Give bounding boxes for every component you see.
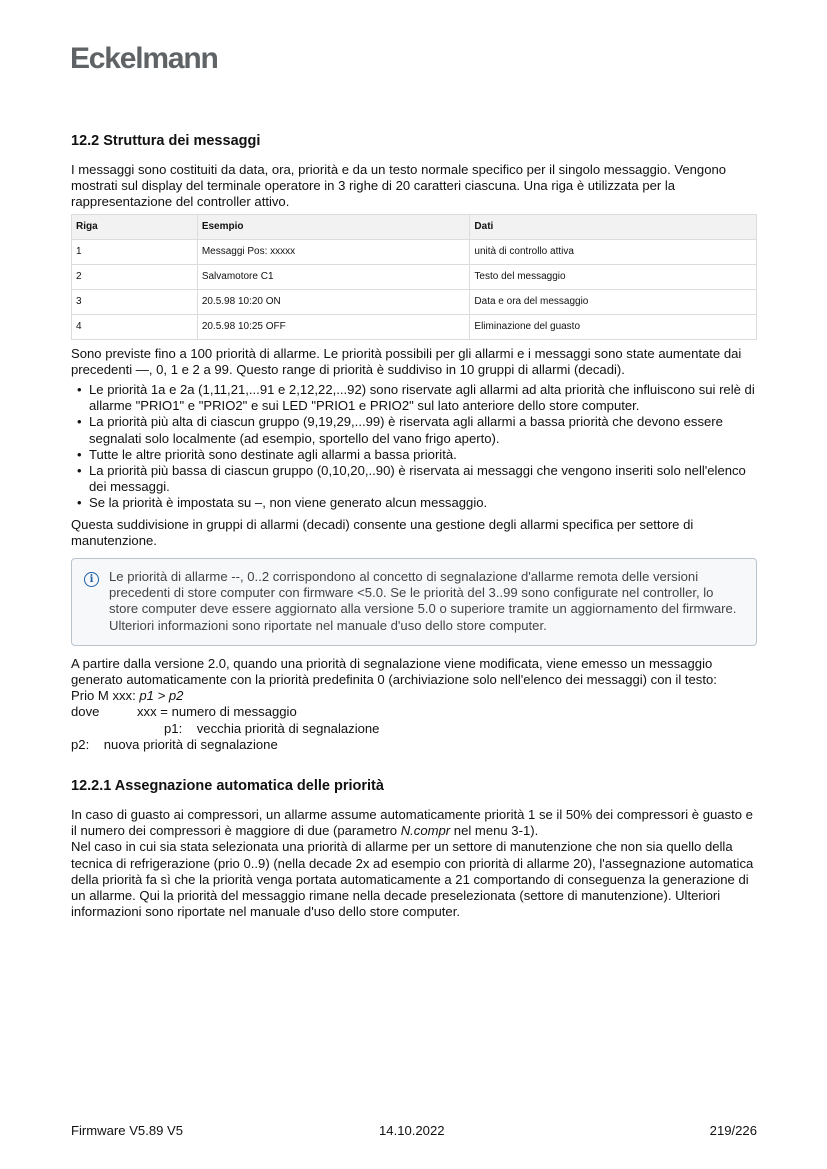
table-row (72, 314, 757, 339)
table-cell: Salvamotore C1 (197, 264, 470, 289)
priorities-paragraph: Sono previste fino a 100 priorità di allarme. Le priorità possibili per gli allarmi e i messaggi sono state aumentate dai precedenti —, 0, 1 e 2 a 99. Questo range di priorità è suddiviso in 10 gruppi di allarmi (decadi). (71, 345, 742, 377)
table-header-cell: Esempio (197, 214, 470, 239)
prio-format-italic: p1 > p2 (139, 688, 184, 704)
info-note-box (71, 558, 757, 646)
table-cell: 20.5.98 10:20 ON (197, 289, 470, 314)
table-cell: Messaggi Pos: xxxxx (197, 239, 470, 264)
table-cell: unità di controllo attiva (470, 239, 757, 264)
version-paragraph: A partire dalla versione 2.0, quando una priorità di segnalazione viene modificata, viene emesso un messaggio generato automaticamente con la priorità predefinita 0 (archiviazione solo nell'elenco dei messaggi) con il testo: (71, 655, 717, 688)
table-cell: 1 (72, 239, 198, 264)
table-cell: 2 (72, 264, 198, 289)
maintenance-paragraph: Nel caso in cui sia stata selezionata una priorità di allarme per un settore di manutenzione che non sia quello della tecnica di refrigerazione (prio 0..9) (nella decade 2x ad esempio con priorità di allarme 20), l'assegnazione automatica della priorità fa sì che la priorità venga portata automaticamente a 21 comportando di conseguenza la generazione di un allarme. Qui la priorità del messaggio rimane nella decade preselezionata (settore di manutenzione). Ulteriori informazioni sono riportate nel manuale d'uso dello store computer. (71, 839, 754, 920)
priority-bullet-list (71, 382, 757, 512)
compressor-paragraph (71, 807, 757, 839)
dove-line (71, 704, 757, 720)
table-cell: Testo del messaggio (470, 264, 757, 289)
compressor-text-a: In caso di guasto ai compressori, un allarme assume automaticamente priorità 1 se il 50% dei compressori è guasto e il numero dei compressori è maggiore di due (parametro (71, 807, 753, 839)
footer-page-number: 219/226 (709, 1123, 757, 1138)
table-header-row (72, 214, 757, 239)
section-title: 12.2 Struttura dei messaggi (71, 133, 261, 149)
table-header-cell: Dati (470, 214, 757, 239)
prio-format-line (71, 688, 757, 704)
subsection-title: 12.2.1 Assegnazione automatica delle priorità (71, 778, 384, 795)
table-cell: Eliminazione del guasto (470, 314, 757, 339)
footer-firmware: Firmware V5.89 V5 (71, 1123, 184, 1138)
table-row (72, 264, 757, 289)
table-row (72, 289, 757, 314)
table-cell: 20.5.98 10:25 OFF (197, 314, 470, 339)
table-cell: 4 (72, 314, 198, 339)
param-name: N.compr (400, 823, 451, 839)
list-item: • La priorità più bassa di ciascun gruppo (0,10,20,..90) è riservata ai messaggi che vengono inseriti solo nell'elenco dei messaggi. (89, 463, 757, 495)
list-item: • Tutte le altre priorità sono destinate agli allarmi a bassa priorità. (89, 447, 757, 463)
table-cell: 3 (72, 289, 198, 314)
prio-format-prefix: Prio M xxx: (71, 688, 140, 704)
note-text: Le priorità di allarme --, 0..2 corrispondono al concetto di segnalazione d'allarme remota delle versioni precedenti di store computer con firmware <5.0. Se le priorità del 3..99 sono configurate nel controller, lo store computer deve essere aggiornato alla versione 5.0 o superiore tramite un aggiornamento del firmware. Ulteriori informazioni sono riportate nel manuale d'uso dello store computer. (109, 569, 737, 633)
intro-paragraph: I messaggi sono costituiti da data, ora, priorità e da un testo normale specifico per il singolo messaggio. Vengono mostrati sul display del terminale operatore in 3 righe di 20 caratteri ciascuna. Una riga è utilizzata per la rappresentazione del controller attivo. (71, 162, 727, 210)
table-row (72, 239, 757, 264)
list-item: • Le priorità 1a e 2a (1,11,21,...91 e 2,12,22,...92) sono riservate agli allarmi ad alta priorità che influiscono sui relè di allarme "PRIO1" e "PRIO2" e sui LED "PRIO1 e PRIO2" sul lato anteriore dello store computer. (89, 382, 757, 414)
dove-label: dove (71, 704, 100, 720)
groups-paragraph: Questa suddivisione in gruppi di allarmi (decadi) consente una gestione degli allarmi specifica per settore di manutenzione. (71, 516, 694, 548)
table-cell: Data e ora del messaggio (470, 289, 757, 314)
page-content (71, 132, 757, 921)
list-item: • Se la priorità è impostata su –, non viene generato alcun messaggio. (89, 495, 757, 511)
p2-line: p2: nuova priorità di segnalazione (71, 736, 278, 752)
list-item: • La priorità più alta di ciascun gruppo (9,19,29,...99) è riservata agli allarmi a bassa priorità che devono essere segnalati solo localmente (ad esempio, sportello del vano frigo aperto). (89, 414, 757, 446)
footer-date: 14.10.2022 (379, 1123, 445, 1138)
eckelmann-logo: Eckelmann (70, 42, 218, 75)
compressor-text-b: nel menu 3-1). (450, 823, 539, 839)
p1-line: p1: vecchia priorità di segnalazione (164, 720, 380, 736)
info-icon: i (84, 572, 99, 587)
table-header-cell: Riga (72, 214, 198, 239)
message-structure-table (71, 214, 757, 340)
dove-text: xxx = numero di messaggio (137, 704, 297, 720)
